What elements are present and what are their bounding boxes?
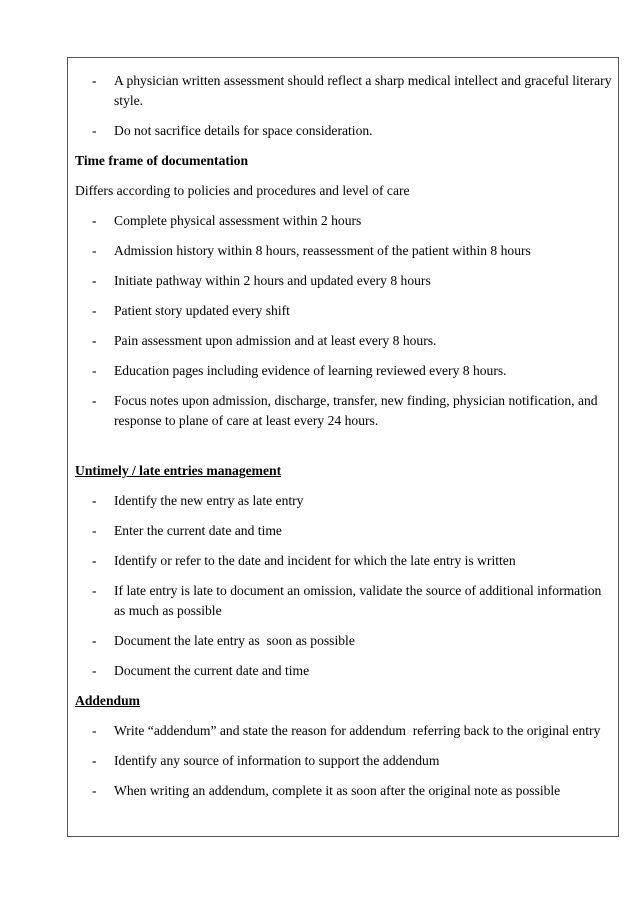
list-item [75,211,615,231]
list-item [75,521,615,541]
list-item-text: Identify or refer to the date and incident for which the late entry is written [114,553,516,568]
bullet-dash: - [92,243,97,258]
list-item [75,661,615,681]
bullet-dash: - [92,213,97,228]
list-item [75,721,615,741]
list-item-text: Do not sacrifice details for space consideration. [114,123,373,138]
bullet-dash: - [92,663,97,678]
bullet-dash: - [92,583,97,598]
document-body [75,71,615,811]
bullet-dash: - [92,123,97,138]
list-item-text: Complete physical assessment within 2 hours [114,213,362,228]
list-item [75,301,615,321]
bullet-dash: - [92,523,97,538]
list-item-text: A physician written assessment should reflect a sharp medical intellect and graceful literary style. [114,73,612,108]
list-item [75,121,615,141]
list-item-text: Identify the new entry as late entry [114,493,304,508]
list-item-text: Admission history within 8 hours, reassessment of the patient within 8 hours [114,243,531,258]
list-item [75,71,615,111]
list-item [75,551,615,571]
bullet-dash: - [92,493,97,508]
list-item-text: Document the late entry as soon as possible [114,633,355,648]
bullet-dash: - [92,333,97,348]
list-item-text: Initiate pathway within 2 hours and updated every 8 hours [114,273,431,288]
bullet-dash: - [92,363,97,378]
list-item-text: Focus notes upon admission, discharge, transfer, new finding, physician notification, and response to plane of care at least every 24 hours. [114,393,598,428]
list-item-text: Patient story updated every shift [114,303,290,318]
bullet-dash: - [92,753,97,768]
list-item [75,751,615,771]
list-item-text: Education pages including evidence of learning reviewed every 8 hours. [114,363,507,378]
bullet-dash: - [92,273,97,288]
list-item-text: If late entry is late to document an omission, validate the source of additional information as much as possible [114,583,602,618]
bullet-dash: - [92,393,97,408]
list-item [75,331,615,351]
section-heading-addendum: Addendum [75,693,140,708]
list-item-text: Pain assessment upon admission and at least every 8 hours. [114,333,437,348]
list-item [75,361,615,381]
list-item [75,581,615,621]
list-item-text: Enter the current date and time [114,523,282,538]
list-item [75,781,615,801]
list-item [75,491,615,511]
bullet-dash: - [92,553,97,568]
list-item-text: When writing an addendum, complete it as soon after the original note as possible [114,783,561,798]
section-heading-timeframe: Time frame of documentation [75,153,249,168]
list-item [75,241,615,261]
bullet-dash: - [92,303,97,318]
list-item-text: Identify any source of information to support the addendum [114,753,440,768]
bullet-dash: - [92,633,97,648]
section-heading-late-entries: Untimely / late entries management [75,463,282,478]
list-item [75,631,615,651]
bullet-dash: - [92,783,97,798]
bullet-dash: - [92,723,97,738]
list-item [75,391,615,431]
list-item-text: Write “addendum” and state the reason for addendum referring back to the original entry [114,723,601,738]
list-item [75,271,615,291]
section-spacer [75,441,615,461]
bullet-dash: - [92,73,97,88]
section-intro: Differs according to policies and procedures and level of care [75,183,410,198]
list-item-text: Document the current date and time [114,663,310,678]
